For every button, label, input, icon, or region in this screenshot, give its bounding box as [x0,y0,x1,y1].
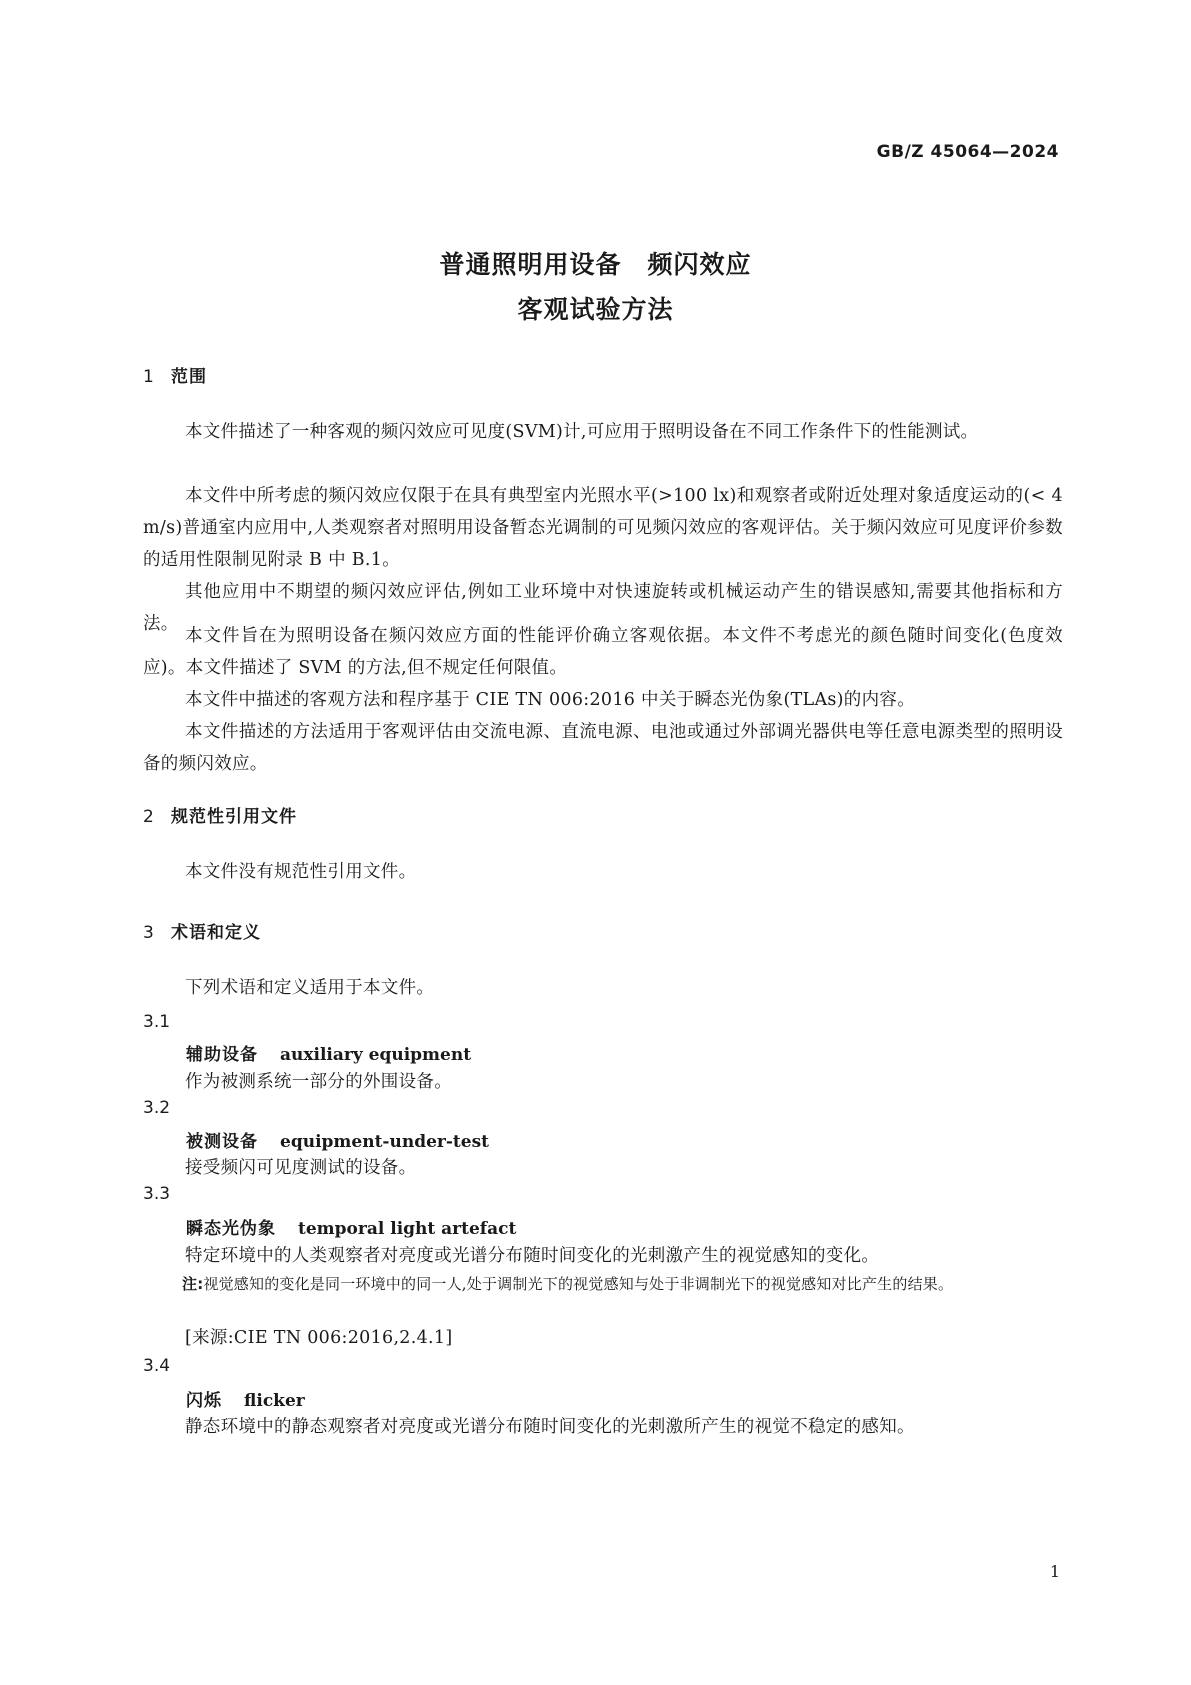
section-1-heading [143,362,207,387]
paragraph: 其他应用中不期望的频闪效应评估,例如工业环境中对快速旋转或机械运动产生的错误感知,需要其他指标和方法。 [143,582,1063,634]
term-entry [186,1386,305,1411]
page-number: 1 [1049,1562,1060,1581]
term-entry [186,1127,489,1152]
section-title: 规范性引用文件 [171,807,297,827]
section-number: 3 [143,923,154,943]
section-2-heading [143,802,297,827]
paragraph: 本文件旨在为照明设备在频闪效应方面的性能评价确立客观依据。本文件不考虑光的颜色随时间变化(色度效应)。本文件描述了 SVM 的方法,但不规定任何限值。 [143,626,1063,678]
term-definition: 作为被测系统一部分的外围设备。 [185,1072,452,1092]
term-zh: 辅助设备 [186,1045,258,1065]
term-definition: 接受频闪可见度测试的设备。 [185,1158,417,1178]
term-en: auxiliary equipment [280,1045,472,1065]
note-text: 视觉感知的变化是同一环境中的同一人,处于调制光下的视觉感知与处于非调制光下的视觉感知对比产生的结果。 [203,1275,954,1293]
paragraph: 本文件中所考虑的频闪效应仅限于在具有典型室内光照水平(>100 lx)和观察者或附近处理对象适度运动的(< 4 m/s)普通室内应用中,人类观察者对照明用设备暂态光调制的可见频闪效应的客观评估。关于频闪效应可见度评价参数的适用性限制见附录 B 中 B.1。 [143,486,1063,570]
document-title-line2: 客观试验方法 [517,295,674,324]
clause-number: 3.4 [143,1356,171,1376]
paragraph: 本文件描述了一种客观的频闪效应可见度(SVM)计,可应用于照明设备在不同工作条件下的性能测试。 [185,422,979,442]
clause-number: 3.2 [143,1098,171,1118]
section-number: 2 [143,807,154,827]
term-definition: 特定环境中的人类观察者对亮度或光谱分布随时间变化的光刺激产生的视觉感知的变化。 [185,1246,880,1266]
term-en: equipment-under-test [280,1132,490,1152]
term-entry [186,1214,516,1239]
paragraph: 下列术语和定义适用于本文件。 [185,978,435,998]
section-number: 1 [143,367,154,387]
document-title-line1: 普通照明用设备 频闪效应 [439,250,752,279]
clause-number: 3.3 [143,1184,171,1204]
paragraph: 本文件描述的方法适用于客观评估由交流电源、直流电源、电池或通过外部调光器供电等任意电源类型的照明设备的频闪效应。 [143,722,1063,774]
section-title: 术语和定义 [171,923,261,943]
term-en: flicker [244,1391,305,1411]
clause-number: 3.1 [143,1012,171,1032]
term-zh: 瞬态光伪象 [186,1219,276,1239]
section-title: 范围 [171,367,207,387]
standard-number: GB/Z 45064—2024 [876,142,1059,162]
term-zh: 被测设备 [186,1132,258,1152]
paragraph: 本文件中描述的客观方法和程序基于 CIE TN 006:2016 中关于瞬态光伪象(TLAs)的内容。 [185,690,916,710]
term-entry [186,1040,471,1065]
term-zh: 闪烁 [186,1391,222,1411]
term-en: temporal light artefact [298,1219,517,1239]
note-label: 注: [182,1275,204,1293]
term-note [182,1270,1062,1298]
term-definition: 静态环境中的静态观察者对亮度或光谱分布随时间变化的光刺激所产生的视觉不稳定的感知。 [185,1417,915,1437]
section-3-heading [143,918,261,943]
paragraph: 本文件没有规范性引用文件。 [185,862,417,882]
term-source: [来源:CIE TN 006:2016,2.4.1] [185,1328,453,1348]
